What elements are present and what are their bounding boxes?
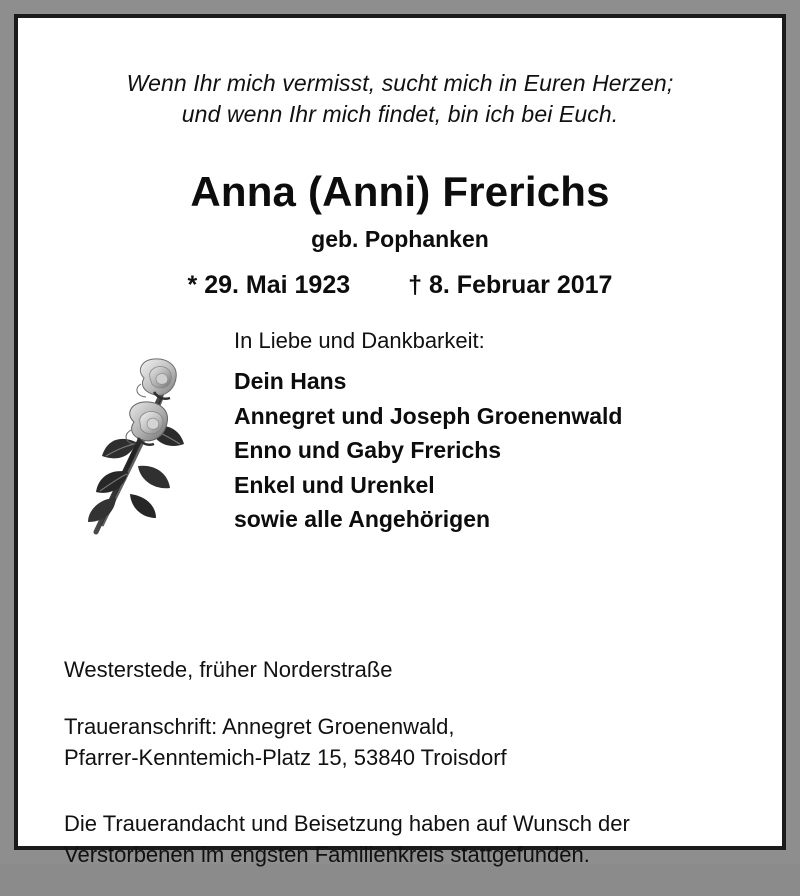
- verse-line-2: und wenn Ihr mich findet, bin ich bei Euch.: [181, 101, 619, 128]
- obituary-card: [14, 14, 786, 867]
- family-member: sowie alle Angehörigen: [234, 506, 491, 533]
- funeral-notice: [64, 808, 752, 870]
- family-member: Enkel und Urenkel: [234, 471, 435, 498]
- residence-line: Westerstede, früher Norderstraße: [64, 657, 393, 682]
- maiden-name: geb. Pophanken: [311, 226, 489, 253]
- birth-date: * 29. Mai 1923: [187, 271, 351, 300]
- family-member: Dein Hans: [234, 368, 347, 395]
- closing-line-1: Die Trauerandacht und Beisetzung haben auf Wunsch der: [64, 810, 630, 836]
- obituary-content: [18, 68, 782, 896]
- family-section: [18, 328, 782, 568]
- family-block: [234, 328, 762, 537]
- deceased-name: Anna (Anni) Frerichs: [190, 168, 610, 216]
- family-member: Annegret und Joseph Groenenwald: [234, 402, 623, 429]
- obituary-footer: [64, 654, 752, 870]
- verse-line-1: Wenn Ihr mich vermisst, sucht mich in Euren Herzen;: [126, 70, 674, 96]
- life-dates: [38, 271, 762, 300]
- memorial-verse: [58, 68, 742, 130]
- rose-branch-icon: [76, 346, 216, 546]
- address-line-2: Pfarrer-Kenntemich-Platz 15, 53840 Troisdorf: [64, 745, 507, 771]
- death-date: † 8. Februar 2017: [408, 271, 613, 300]
- condolence-address: [64, 711, 752, 773]
- family-intro: In Liebe und Dankbarkeit:: [234, 328, 485, 354]
- closing-line-2: Verstorbenen im engsten Familienkreis stattgefunden.: [64, 841, 590, 867]
- address-line-1: Traueranschrift: Annegret Groenenwald,: [64, 714, 455, 740]
- family-member: Enno und Gaby Frerichs: [234, 437, 502, 464]
